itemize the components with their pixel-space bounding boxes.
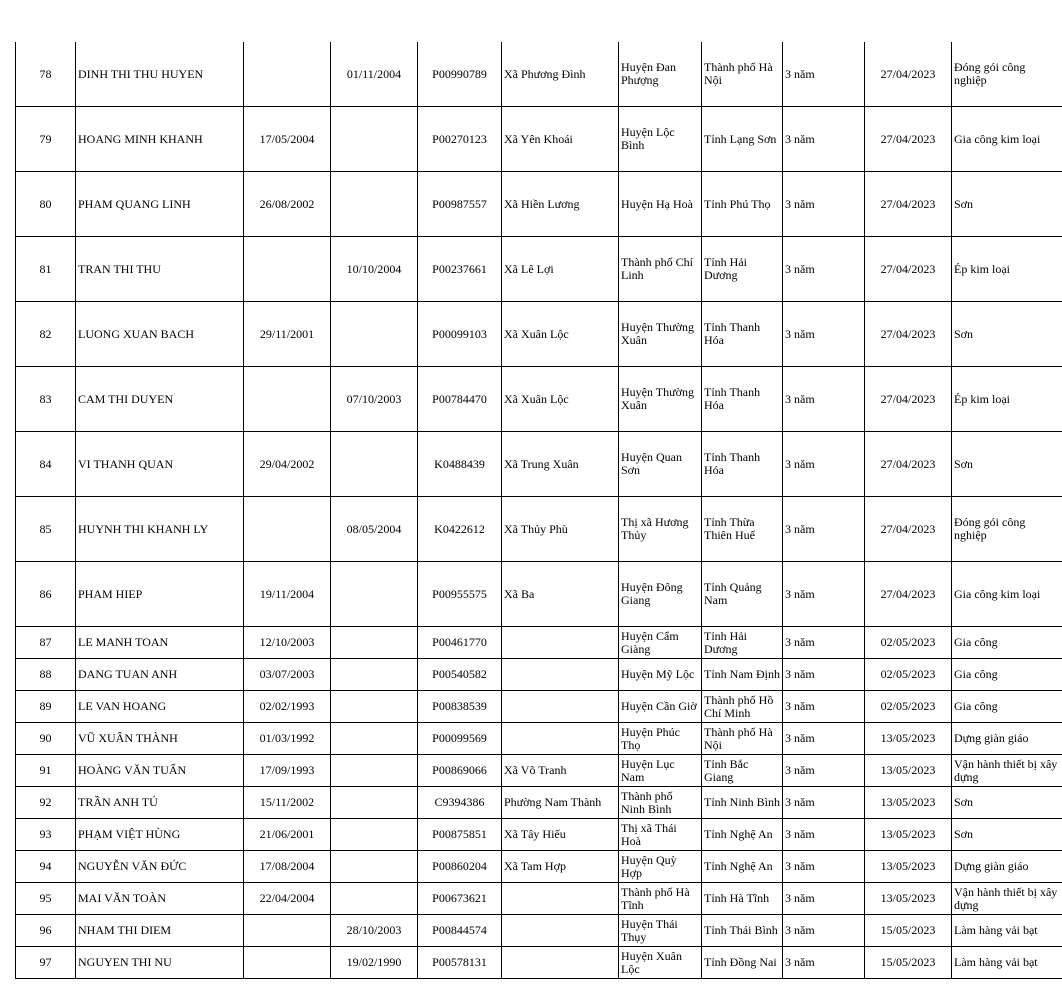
departure-date-cell: 13/05/2023	[865, 723, 952, 755]
district-cell: Huyện Phúc Thọ	[619, 723, 702, 755]
province-cell: Tỉnh Thanh Hóa	[702, 367, 783, 432]
district-cell: Huyện Quỳ Hợp	[619, 851, 702, 883]
job-type-cell: Sơn	[952, 302, 1062, 367]
district-cell: Huyện Hạ Hoà	[619, 172, 702, 237]
table-row	[16, 755, 1062, 787]
birth-date-female-cell: 10/10/2004	[331, 237, 418, 302]
table-row	[16, 659, 1062, 691]
full-name-cell: MAI VĂN TOÀN	[76, 883, 244, 915]
commune-cell	[502, 915, 619, 947]
table-row	[16, 562, 1062, 627]
row-number-cell: 95	[16, 883, 76, 915]
passport-number-cell: P00099569	[418, 723, 502, 755]
birth-date-male-cell	[244, 42, 331, 107]
province-cell: Tỉnh Nam Định	[702, 659, 783, 691]
contract-term-cell: 3 năm	[783, 947, 865, 979]
province-cell: Tỉnh Thanh Hóa	[702, 302, 783, 367]
table-row	[16, 627, 1062, 659]
job-type-cell: Ép kim loại	[952, 237, 1062, 302]
birth-date-male-cell	[244, 947, 331, 979]
birth-date-male-cell	[244, 367, 331, 432]
job-type-cell: Vận hành thiết bị xây dựng	[952, 755, 1062, 787]
table-row	[16, 302, 1062, 367]
commune-cell	[502, 659, 619, 691]
full-name-cell: TRAN THI THU	[76, 237, 244, 302]
departure-date-cell: 13/05/2023	[865, 851, 952, 883]
birth-date-male-cell	[244, 237, 331, 302]
contract-term-cell: 3 năm	[783, 691, 865, 723]
row-number-cell: 83	[16, 367, 76, 432]
full-name-cell: NHAM THI DIEM	[76, 915, 244, 947]
passport-number-cell: C9394386	[418, 787, 502, 819]
full-name-cell: TRẦN ANH TÚ	[76, 787, 244, 819]
birth-date-male-cell: 01/03/1992	[244, 723, 331, 755]
province-cell: Thành phố Hồ Chí Minh	[702, 691, 783, 723]
full-name-cell: HOÀNG VĂN TUẤN	[76, 755, 244, 787]
birth-date-male-cell	[244, 915, 331, 947]
district-cell: Huyện Cần Giờ	[619, 691, 702, 723]
birth-date-female-cell: 28/10/2003	[331, 915, 418, 947]
departure-date-cell: 15/05/2023	[865, 947, 952, 979]
row-number-cell: 96	[16, 915, 76, 947]
departure-date-cell: 13/05/2023	[865, 883, 952, 915]
table-row	[16, 172, 1062, 237]
departure-date-cell: 27/04/2023	[865, 172, 952, 237]
birth-date-male-cell: 21/06/2001	[244, 819, 331, 851]
commune-cell: Xã Phương Đình	[502, 42, 619, 107]
table-row	[16, 42, 1062, 107]
birth-date-female-cell	[331, 819, 418, 851]
departure-date-cell: 27/04/2023	[865, 302, 952, 367]
full-name-cell: PHẠM VIỆT HÙNG	[76, 819, 244, 851]
contract-term-cell: 3 năm	[783, 915, 865, 947]
province-cell: Tỉnh Nghệ An	[702, 819, 783, 851]
departure-date-cell: 13/05/2023	[865, 819, 952, 851]
row-number-cell: 86	[16, 562, 76, 627]
passport-number-cell: P00270123	[418, 107, 502, 172]
district-cell: Thành phố Chí Linh	[619, 237, 702, 302]
row-number-cell: 81	[16, 237, 76, 302]
full-name-cell: VI THANH QUAN	[76, 432, 244, 497]
district-cell: Huyện Đông Giang	[619, 562, 702, 627]
contract-term-cell: 3 năm	[783, 883, 865, 915]
table-row	[16, 432, 1062, 497]
departure-date-cell: 02/05/2023	[865, 627, 952, 659]
birth-date-male-cell: 29/04/2002	[244, 432, 331, 497]
row-number-cell: 87	[16, 627, 76, 659]
province-cell: Tỉnh Lạng Sơn	[702, 107, 783, 172]
birth-date-female-cell	[331, 851, 418, 883]
commune-cell	[502, 723, 619, 755]
birth-date-male-cell: 29/11/2001	[244, 302, 331, 367]
contract-term-cell: 3 năm	[783, 497, 865, 562]
full-name-cell: LE VAN HOANG	[76, 691, 244, 723]
province-cell: Tỉnh Quảng Nam	[702, 562, 783, 627]
row-number-cell: 80	[16, 172, 76, 237]
row-number-cell: 89	[16, 691, 76, 723]
worker-list-table	[15, 42, 1062, 979]
passport-number-cell: P00875851	[418, 819, 502, 851]
passport-number-cell: K0422612	[418, 497, 502, 562]
job-type-cell: Gia công kim loại	[952, 107, 1062, 172]
departure-date-cell: 27/04/2023	[865, 432, 952, 497]
table-row	[16, 367, 1062, 432]
contract-term-cell: 3 năm	[783, 659, 865, 691]
passport-number-cell: P00838539	[418, 691, 502, 723]
table-row	[16, 819, 1062, 851]
commune-cell: Xã Lê Lợi	[502, 237, 619, 302]
row-number-cell: 78	[16, 42, 76, 107]
commune-cell: Xã Hiền Lương	[502, 172, 619, 237]
province-cell: Tỉnh Ninh Bình	[702, 787, 783, 819]
row-number-cell: 88	[16, 659, 76, 691]
province-cell: Thành phố Hà Nội	[702, 42, 783, 107]
full-name-cell: HUYNH THI KHANH LY	[76, 497, 244, 562]
departure-date-cell: 27/04/2023	[865, 237, 952, 302]
contract-term-cell: 3 năm	[783, 432, 865, 497]
job-type-cell: Sơn	[952, 787, 1062, 819]
table-row	[16, 915, 1062, 947]
district-cell: Huyện Lục Nam	[619, 755, 702, 787]
job-type-cell: Dựng giàn giáo	[952, 851, 1062, 883]
birth-date-female-cell	[331, 562, 418, 627]
district-cell: Huyện Xuân Lộc	[619, 947, 702, 979]
contract-term-cell: 3 năm	[783, 107, 865, 172]
departure-date-cell: 27/04/2023	[865, 497, 952, 562]
row-number-cell: 79	[16, 107, 76, 172]
passport-number-cell: P00990789	[418, 42, 502, 107]
contract-term-cell: 3 năm	[783, 755, 865, 787]
contract-term-cell: 3 năm	[783, 42, 865, 107]
row-number-cell: 85	[16, 497, 76, 562]
job-type-cell: Gia công	[952, 691, 1062, 723]
passport-number-cell: P00578131	[418, 947, 502, 979]
commune-cell: Xã Tây Hiếu	[502, 819, 619, 851]
row-number-cell: 82	[16, 302, 76, 367]
province-cell: Tỉnh Bắc Giang	[702, 755, 783, 787]
row-number-cell: 91	[16, 755, 76, 787]
birth-date-female-cell	[331, 787, 418, 819]
commune-cell: Xã Xuân Lộc	[502, 302, 619, 367]
province-cell: Tỉnh Nghệ An	[702, 851, 783, 883]
province-cell: Thành phố Hà Nội	[702, 723, 783, 755]
district-cell: Thành phố Ninh Bình	[619, 787, 702, 819]
row-number-cell: 97	[16, 947, 76, 979]
table-row	[16, 883, 1062, 915]
passport-number-cell: P00237661	[418, 237, 502, 302]
birth-date-male-cell: 17/08/2004	[244, 851, 331, 883]
district-cell: Huyện Thường Xuân	[619, 302, 702, 367]
district-cell: Huyện Thường Xuân	[619, 367, 702, 432]
full-name-cell: CAM THI DUYEN	[76, 367, 244, 432]
birth-date-male-cell: 19/11/2004	[244, 562, 331, 627]
birth-date-female-cell	[331, 883, 418, 915]
contract-term-cell: 3 năm	[783, 819, 865, 851]
province-cell: Tỉnh Thái Bình	[702, 915, 783, 947]
full-name-cell: DINH THI THU HUYEN	[76, 42, 244, 107]
district-cell: Huyện Quan Sơn	[619, 432, 702, 497]
district-cell: Huyện Mỹ Lộc	[619, 659, 702, 691]
table-row	[16, 497, 1062, 562]
departure-date-cell: 27/04/2023	[865, 107, 952, 172]
passport-number-cell: P00540582	[418, 659, 502, 691]
job-type-cell: Làm hàng vải bạt	[952, 915, 1062, 947]
province-cell: Tỉnh Phú Thọ	[702, 172, 783, 237]
table-row	[16, 947, 1062, 979]
passport-number-cell: P00955575	[418, 562, 502, 627]
row-number-cell: 90	[16, 723, 76, 755]
table-row	[16, 237, 1062, 302]
commune-cell: Phường Nam Thành	[502, 787, 619, 819]
commune-cell: Xã Xuân Lộc	[502, 367, 619, 432]
commune-cell: Xã Yên Khoái	[502, 107, 619, 172]
commune-cell: Xã Tam Hợp	[502, 851, 619, 883]
birth-date-male-cell: 15/11/2002	[244, 787, 331, 819]
birth-date-male-cell: 17/09/1993	[244, 755, 331, 787]
contract-term-cell: 3 năm	[783, 237, 865, 302]
row-number-cell: 93	[16, 819, 76, 851]
birth-date-female-cell	[331, 659, 418, 691]
passport-number-cell: P00784470	[418, 367, 502, 432]
passport-number-cell: P00987557	[418, 172, 502, 237]
commune-cell	[502, 691, 619, 723]
row-number-cell: 94	[16, 851, 76, 883]
full-name-cell: DANG TUAN ANH	[76, 659, 244, 691]
district-cell: Huyện Đan Phượng	[619, 42, 702, 107]
job-type-cell: Gia công	[952, 627, 1062, 659]
job-type-cell: Đóng gói công nghiệp	[952, 42, 1062, 107]
job-type-cell: Sơn	[952, 172, 1062, 237]
passport-number-cell: P00844574	[418, 915, 502, 947]
passport-number-cell: P00099103	[418, 302, 502, 367]
passport-number-cell: P00461770	[418, 627, 502, 659]
birth-date-female-cell	[331, 627, 418, 659]
birth-date-male-cell: 12/10/2003	[244, 627, 331, 659]
passport-number-cell: K0488439	[418, 432, 502, 497]
job-type-cell: Gia công	[952, 659, 1062, 691]
district-cell: Huyện Thái Thụy	[619, 915, 702, 947]
passport-number-cell: P00673621	[418, 883, 502, 915]
birth-date-female-cell: 19/02/1990	[331, 947, 418, 979]
birth-date-male-cell: 26/08/2002	[244, 172, 331, 237]
commune-cell	[502, 947, 619, 979]
full-name-cell: NGUYỄN VĂN ĐỨC	[76, 851, 244, 883]
birth-date-female-cell	[331, 172, 418, 237]
contract-term-cell: 3 năm	[783, 627, 865, 659]
commune-cell: Xã Võ Tranh	[502, 755, 619, 787]
passport-number-cell: P00860204	[418, 851, 502, 883]
district-cell: Huyện Lộc Bình	[619, 107, 702, 172]
contract-term-cell: 3 năm	[783, 302, 865, 367]
table-row	[16, 851, 1062, 883]
job-type-cell: Vận hành thiết bị xây dựng	[952, 883, 1062, 915]
job-type-cell: Sơn	[952, 819, 1062, 851]
table-row	[16, 691, 1062, 723]
job-type-cell: Ép kim loại	[952, 367, 1062, 432]
job-type-cell: Dựng giàn giáo	[952, 723, 1062, 755]
full-name-cell: LUONG XUAN BACH	[76, 302, 244, 367]
full-name-cell: VŨ XUÂN THÀNH	[76, 723, 244, 755]
commune-cell	[502, 627, 619, 659]
birth-date-female-cell: 07/10/2003	[331, 367, 418, 432]
departure-date-cell: 02/05/2023	[865, 691, 952, 723]
commune-cell: Xã Ba	[502, 562, 619, 627]
commune-cell: Xã Trung Xuân	[502, 432, 619, 497]
row-number-cell: 84	[16, 432, 76, 497]
job-type-cell: Sơn	[952, 432, 1062, 497]
birth-date-male-cell: 22/04/2004	[244, 883, 331, 915]
district-cell: Thị xã Hương Thủy	[619, 497, 702, 562]
full-name-cell: PHAM HIEP	[76, 562, 244, 627]
district-cell: Thành phố Hà Tĩnh	[619, 883, 702, 915]
table-row	[16, 107, 1062, 172]
birth-date-female-cell	[331, 755, 418, 787]
province-cell: Tỉnh Thanh Hóa	[702, 432, 783, 497]
table-row	[16, 787, 1062, 819]
full-name-cell: LE MANH TOAN	[76, 627, 244, 659]
contract-term-cell: 3 năm	[783, 172, 865, 237]
province-cell: Tỉnh Đồng Nai	[702, 947, 783, 979]
birth-date-female-cell: 08/05/2004	[331, 497, 418, 562]
birth-date-female-cell	[331, 302, 418, 367]
commune-cell: Xã Thủy Phù	[502, 497, 619, 562]
departure-date-cell: 27/04/2023	[865, 562, 952, 627]
departure-date-cell: 02/05/2023	[865, 659, 952, 691]
commune-cell	[502, 883, 619, 915]
province-cell: Tỉnh Thừa Thiên Huế	[702, 497, 783, 562]
birth-date-female-cell: 01/11/2004	[331, 42, 418, 107]
job-type-cell: Gia công kim loại	[952, 562, 1062, 627]
departure-date-cell: 27/04/2023	[865, 42, 952, 107]
full-name-cell: NGUYEN THI NU	[76, 947, 244, 979]
birth-date-female-cell	[331, 691, 418, 723]
departure-date-cell: 13/05/2023	[865, 755, 952, 787]
birth-date-female-cell	[331, 432, 418, 497]
birth-date-male-cell: 03/07/2003	[244, 659, 331, 691]
full-name-cell: PHAM QUANG LINH	[76, 172, 244, 237]
job-type-cell: Làm hàng vải bạt	[952, 947, 1062, 979]
passport-number-cell: P00869066	[418, 755, 502, 787]
table-row	[16, 723, 1062, 755]
contract-term-cell: 3 năm	[783, 787, 865, 819]
birth-date-female-cell	[331, 723, 418, 755]
province-cell: Tỉnh Hà Tĩnh	[702, 883, 783, 915]
province-cell: Tỉnh Hải Dương	[702, 237, 783, 302]
contract-term-cell: 3 năm	[783, 562, 865, 627]
job-type-cell: Đóng gói công nghiệp	[952, 497, 1062, 562]
contract-term-cell: 3 năm	[783, 367, 865, 432]
departure-date-cell: 13/05/2023	[865, 787, 952, 819]
departure-date-cell: 27/04/2023	[865, 367, 952, 432]
birth-date-male-cell: 17/05/2004	[244, 107, 331, 172]
province-cell: Tỉnh Hải Dương	[702, 627, 783, 659]
birth-date-female-cell	[331, 107, 418, 172]
row-number-cell: 92	[16, 787, 76, 819]
birth-date-male-cell	[244, 497, 331, 562]
contract-term-cell: 3 năm	[783, 723, 865, 755]
district-cell: Huyện Cẩm Giàng	[619, 627, 702, 659]
departure-date-cell: 15/05/2023	[865, 915, 952, 947]
full-name-cell: HOANG MINH KHANH	[76, 107, 244, 172]
contract-term-cell: 3 năm	[783, 851, 865, 883]
district-cell: Thị xã Thái Hoà	[619, 819, 702, 851]
birth-date-male-cell: 02/02/1993	[244, 691, 331, 723]
